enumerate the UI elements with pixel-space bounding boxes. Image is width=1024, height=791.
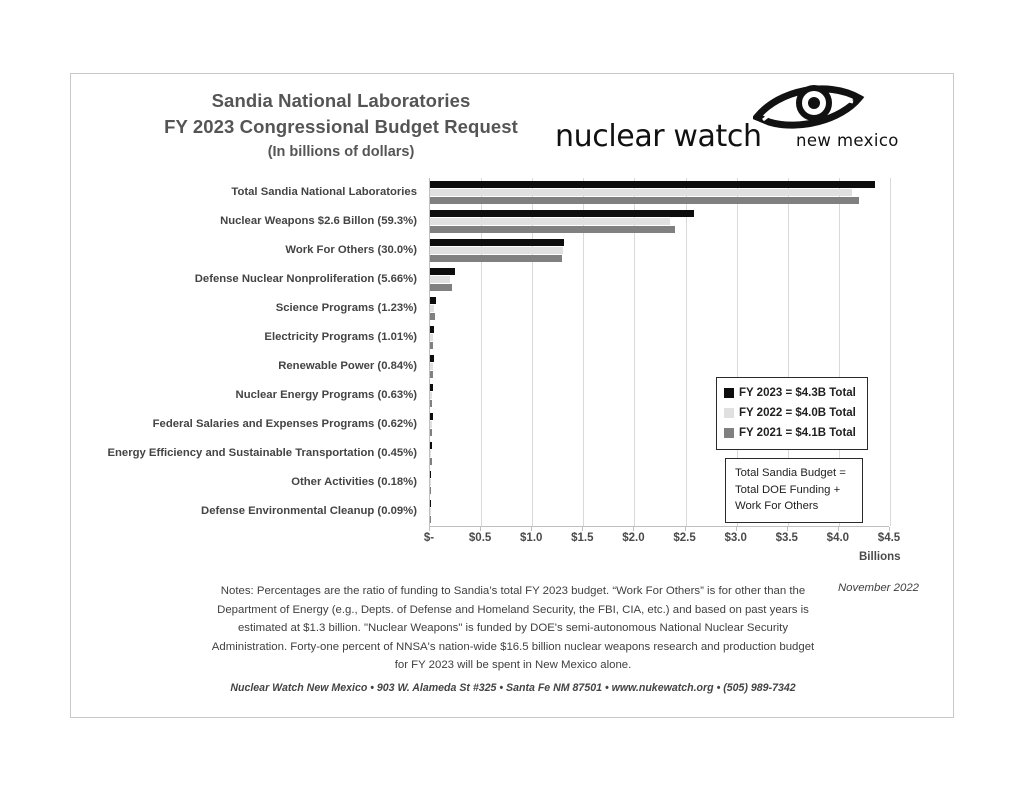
notes-block [123,582,903,675]
axis-tick-label: $3.0 [724,532,747,544]
logo-subtitle: new mexico [796,131,899,150]
bar-group [430,207,889,236]
axis-tick-mark [429,527,430,531]
notes-line: Administration. Forty-one percent of NNSA's nation-wide $16.5 billion nuclear weapons research and production budget [211,640,815,653]
bar [430,421,432,428]
axis-tick-mark [889,527,890,531]
bar [430,392,432,399]
legend-label: FY 2023 = $4.3B Total [739,387,856,399]
axis-tick-label: $0.5 [468,532,492,544]
bar [430,181,875,188]
bar-group [430,323,889,352]
category-label: Work For Others (30.0%) [285,244,417,256]
category-label: Science Programs (1.23%) [275,302,417,314]
bar [430,284,452,291]
axis-tick-label: $2.5 [673,532,696,544]
category-axis-labels [71,178,423,526]
title-line-2: FY 2023 Congressional Budget Request [164,116,518,137]
bar [430,239,564,246]
legend-label: FY 2021 = $4.1B Total [739,427,856,439]
bar [430,450,431,457]
axis-tick-mark [531,527,532,531]
bar [430,268,455,275]
axis-tick-label: $1.5 [571,532,594,544]
bar [430,276,450,283]
bar-group [430,178,889,207]
category-label: Other Activities (0.18%) [291,476,417,488]
axis-tick-mark [582,527,583,531]
page-title [111,88,571,164]
legend-item [724,423,860,443]
category-label: Nuclear Weapons $2.6 Billon (59.3%) [220,215,417,227]
legend-label: FY 2022 = $4.0B Total [739,407,856,419]
eye-icon [753,84,868,137]
axis-unit-label: Billions [859,551,901,563]
bar [430,413,433,420]
category-label: Nuclear Energy Programs (0.63%) [235,389,417,401]
bar [430,458,432,465]
axis-tick-label: $1.0 [520,532,543,544]
axis-tick-label: $4.0 [826,532,850,544]
bar [430,363,433,370]
bar [430,508,431,515]
axis-tick-mark [838,527,839,531]
category-label: Defense Environmental Cleanup (0.09%) [201,505,417,517]
bar [430,516,431,523]
bar-group [430,294,889,323]
bar [430,371,433,378]
axis-tick-mark [480,527,481,531]
bar [430,384,433,391]
category-label: Energy Efficiency and Sustainable Transportation (0.45%) [107,447,417,459]
axis-tick-label: $3.5 [775,532,798,544]
axis-tick-mark [633,527,634,531]
axis-tick-mark [736,527,737,531]
nuclear-watch-logo [553,86,933,156]
bar [430,210,694,217]
legend-swatch [724,408,734,418]
gridline [890,178,891,526]
bar [430,471,431,478]
bar [430,334,433,341]
legend-note-line: Total DOE Funding + [735,483,841,496]
notes-line: for FY 2023 will be spent in New Mexico alone. [394,659,632,671]
organization-address: Nuclear Watch New Mexico • 903 W. Alameda St #325 • Santa Fe NM 87501 • www.nukewatch.org • (505) 989-7342 [230,682,796,694]
legend-item [724,403,860,423]
axis-tick-mark [787,527,788,531]
value-axis [423,526,901,567]
notes-date: November 2022 [837,582,919,594]
notes-line: Notes: Percentages are the ratio of funding to Sandia’s total FY 2023 budget. “Work For Others” is for other than the [220,585,806,597]
legend-swatch [724,428,734,438]
bar [430,226,675,233]
title-line-1: Sandia National Laboratories [211,90,471,111]
chart-legend [716,377,868,450]
title-subtitle: (In billions of dollars) [267,144,415,160]
bar [430,326,434,333]
category-label: Defense Nuclear Nonproliferation (5.66%) [194,273,417,285]
bar [430,218,670,225]
logo-wordmark: nuclear watch [555,119,762,154]
axis-tick-mark [685,527,686,531]
bar [430,305,434,312]
bar [430,189,852,196]
bar [430,255,562,262]
axis-tick-label: $4.5 [877,532,901,544]
bar [430,500,431,507]
category-label: Electricity Programs (1.01%) [264,331,417,343]
bar [430,487,431,494]
bar [430,400,432,407]
legend-item [724,383,860,403]
bar [430,197,859,204]
legend-swatch [724,388,734,398]
bar [430,355,434,362]
axis-tick-label: $2.0 [622,532,645,544]
notes-line: estimated at $1.3 billion. "Nuclear Weapons" is funded by DOE's semi-autonomous National Nuclear Security [237,622,789,634]
bar [430,442,432,449]
bar [430,313,435,320]
legend-note-line: Total Sandia Budget = [735,467,846,479]
category-label: Renewable Power (0.84%) [278,360,417,372]
bar [430,479,431,486]
bar-group [430,236,889,265]
notes-line: Department of Energy (e.g., Depts. of Defense and Homeland Security, the FBI, CIA, etc.) and based on past years is [217,603,809,616]
axis-tick-label: $- [423,532,435,544]
category-label: Total Sandia National Laboratories [231,186,417,198]
bar [430,429,432,436]
category-label: Federal Salaries and Expenses Programs (0.62%) [152,418,417,430]
bar [430,342,433,349]
poster-frame [70,73,954,718]
bar-group [430,265,889,294]
legend-note-line: Work For Others [735,500,819,512]
bar [430,247,563,254]
bar-chart [71,174,955,624]
bar [430,297,436,304]
legend-note-box [725,458,863,523]
